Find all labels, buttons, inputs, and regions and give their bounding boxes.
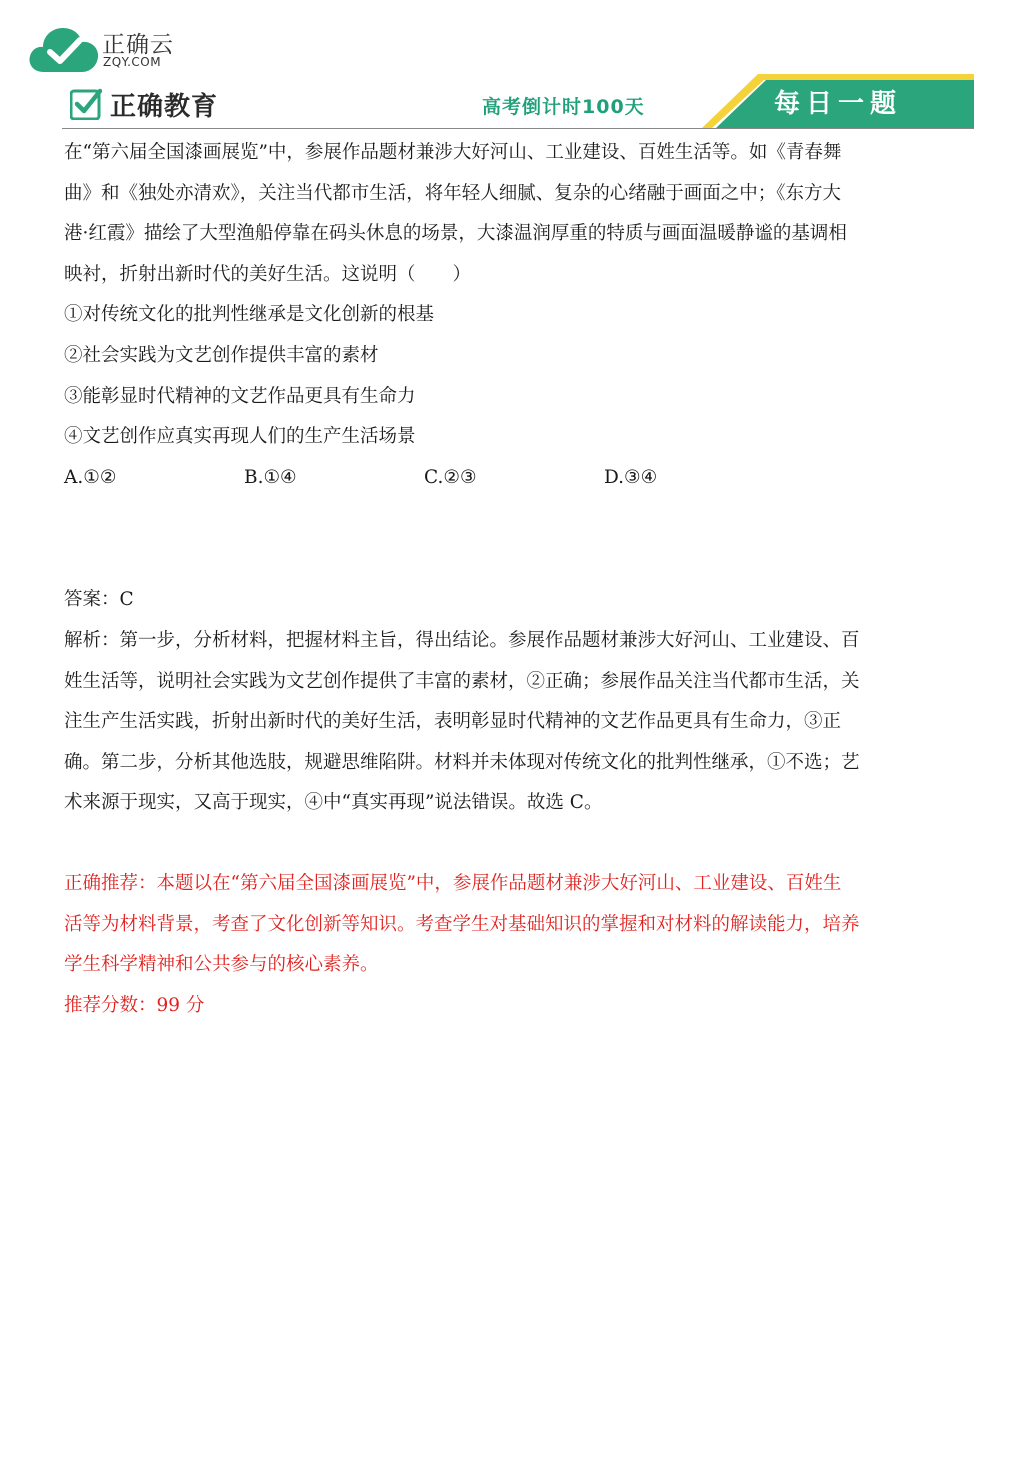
brand-domain: ZQY.COM xyxy=(103,55,162,69)
statement: ①对传统文化的批判性继承是文化创新的根基 xyxy=(64,304,435,326)
brand-name: 正确云 xyxy=(102,32,174,58)
option-c: C.②③ xyxy=(424,466,477,488)
recommend-line: 学生科学精神和公共参与的核心素养。 xyxy=(64,954,379,976)
daily-question-title: 每日一题 xyxy=(774,89,903,119)
option-d: D.③④ xyxy=(604,466,658,488)
answer-options xyxy=(64,458,964,499)
question-line: 曲》和《独处亦清欢》，关注当代都市生活，将年轻人细腻、复杂的心绪融于画面之中；《东方大 xyxy=(64,182,842,204)
statement: ④文艺创作应真实再现人们的生产生活场景 xyxy=(64,426,416,448)
statement: ②社会实践为文艺创作提供丰富的素材 xyxy=(64,344,379,366)
countdown-text: 高考倒计时100天 xyxy=(482,96,645,118)
question-line: 港·红霞》描绘了大型渔船停靠在码头休息的场景，大漆温润厚重的特质与画面温暖静谧的基调相 xyxy=(64,223,847,245)
analysis-line: 解析：第一步，分析材料，把握材料主旨，得出结论。参展作品题材兼涉大好河山、工业建设、百 xyxy=(64,629,860,651)
recommend-line: 活等为材料背景，考查了文化创新等知识。考查学生对基础知识的掌握和对材料的解读能力，培养 xyxy=(64,913,860,935)
analysis-line: 确。第二步，分析其他选肢，规避思维陷阱。材料并未体现对传统文化的批判性继承，①不选；艺 xyxy=(64,751,860,773)
page-header xyxy=(62,74,974,130)
recommend-line: 正确推荐：本题以在“第六届全国漆画展览”中，参展作品题材兼涉大好河山、工业建设、百姓生 xyxy=(64,872,842,894)
answer: 答案：C xyxy=(64,589,134,611)
statement: ③能彰显时代精神的文艺作品更具有生命力 xyxy=(64,385,416,407)
check-icon xyxy=(70,88,102,120)
analysis-line: 注生产生活实践，折射出新时代的美好生活，表明彰显时代精神的文艺作品更具有生命力，③正 xyxy=(64,711,842,733)
option-b: B.①④ xyxy=(244,466,297,488)
question-content xyxy=(64,133,964,1026)
analysis-line: 术来源于现实，又高于现实，④中“真实再现”说法错误。故选 C。 xyxy=(64,792,603,814)
zqy-logo xyxy=(28,22,178,78)
recommend-score: 推荐分数：99 分 xyxy=(64,994,205,1016)
question-line: 在“第六届全国漆画展览”中，参展作品题材兼涉大好河山、工业建设、百姓生活等。如《青春舞 xyxy=(64,142,842,163)
header-divider xyxy=(62,128,974,129)
cloud-check-icon xyxy=(28,22,100,74)
edu-brand-name: 正确教育 xyxy=(110,92,219,122)
question-line: 映衬，折射出新时代的美好生活。这说明（ ） xyxy=(64,263,472,285)
analysis-line: 姓生活等，说明社会实践为文艺创作提供了丰富的素材，②正确；参展作品关注当代都市生活，关 xyxy=(64,670,860,692)
option-a: A.①② xyxy=(64,466,117,488)
